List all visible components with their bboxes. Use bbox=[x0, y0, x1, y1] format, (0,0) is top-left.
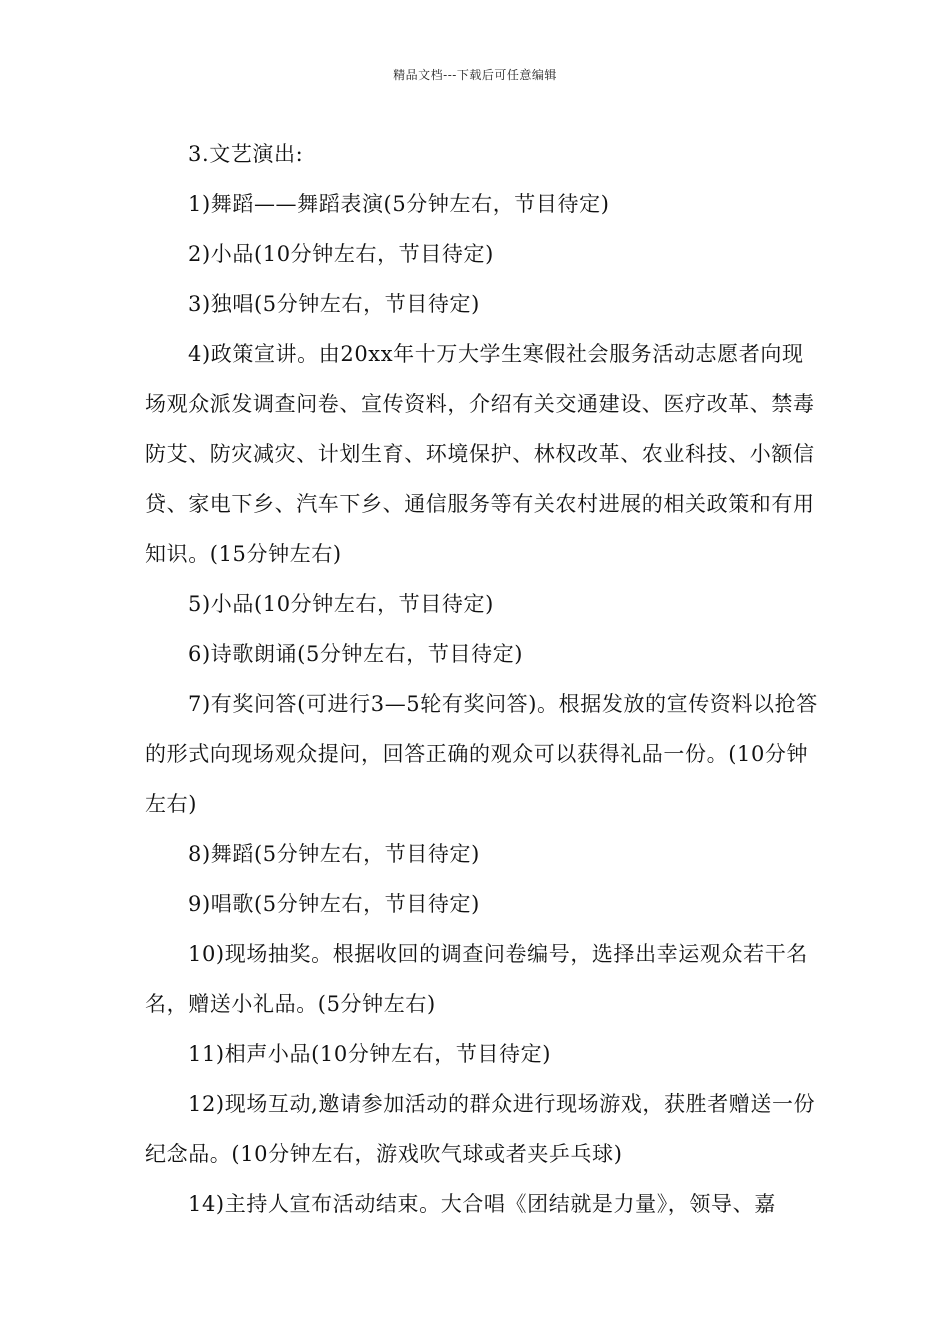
paragraph-item-8: 8)舞蹈(5分钟左右，节目待定) bbox=[188, 842, 480, 866]
paragraph-item-9: 9)唱歌(5分钟左右，节目待定) bbox=[188, 892, 480, 916]
paragraph-item-6: 6)诗歌朗诵(5分钟左右，节目待定) bbox=[188, 642, 524, 666]
paragraph-item-5: 5)小品(10分钟左右，节目待定) bbox=[188, 592, 494, 616]
paragraph-item-1: 1)舞蹈——舞蹈表演(5分钟左右，节目待定) bbox=[188, 192, 610, 216]
page-header: 精品文档---下载后可任意编辑 bbox=[393, 68, 557, 82]
paragraph-section-title: 3.文艺演出: bbox=[188, 142, 304, 166]
paragraph-item-4: 4)政策宣讲。由20xx年十万大学生寒假社会服务活动志愿者向现场观众派发调查问卷、宣传资料，介绍有关交通建设、医疗改革、禁毒防艾、防灾减灾、计划生育、环境保护、林权改革、农业科技、小额信贷、家电下乡、汽车下乡、通信服务等有关农村进展的相关政策和有用知识。(15分钟左右) bbox=[145, 342, 815, 566]
paragraph-item-12: 12)现场互动,邀请参加活动的群众进行现场游戏，获胜者赠送一份纪念品。(10分钟左右，游戏吹气球或者夹乒乓球) bbox=[145, 1092, 816, 1166]
paragraph-item-10: 10)现场抽奖。根据收回的调查问卷编号，选择出幸运观众若干名名，赠送小礼品。(5分钟左右) bbox=[145, 942, 808, 1016]
paragraph-item-3: 3)独唱(5分钟左右，节目待定) bbox=[188, 292, 480, 316]
paragraph-item-7: 7)有奖问答(可进行3—5轮有奖问答)。根据发放的宣传资料以抢答的形式向现场观众提问，回答正确的观众可以获得礼品一份。(10分钟左右) bbox=[145, 692, 818, 816]
paragraph-item-11: 11)相声小品(10分钟左右，节目待定) bbox=[188, 1042, 552, 1066]
paragraph-item-14: 14)主持人宣布活动结束。大合唱《团结就是力量》，领导、嘉 bbox=[188, 1192, 776, 1216]
document-body bbox=[145, 129, 825, 1229]
paragraph-item-2: 2)小品(10分钟左右，节目待定) bbox=[188, 242, 494, 266]
